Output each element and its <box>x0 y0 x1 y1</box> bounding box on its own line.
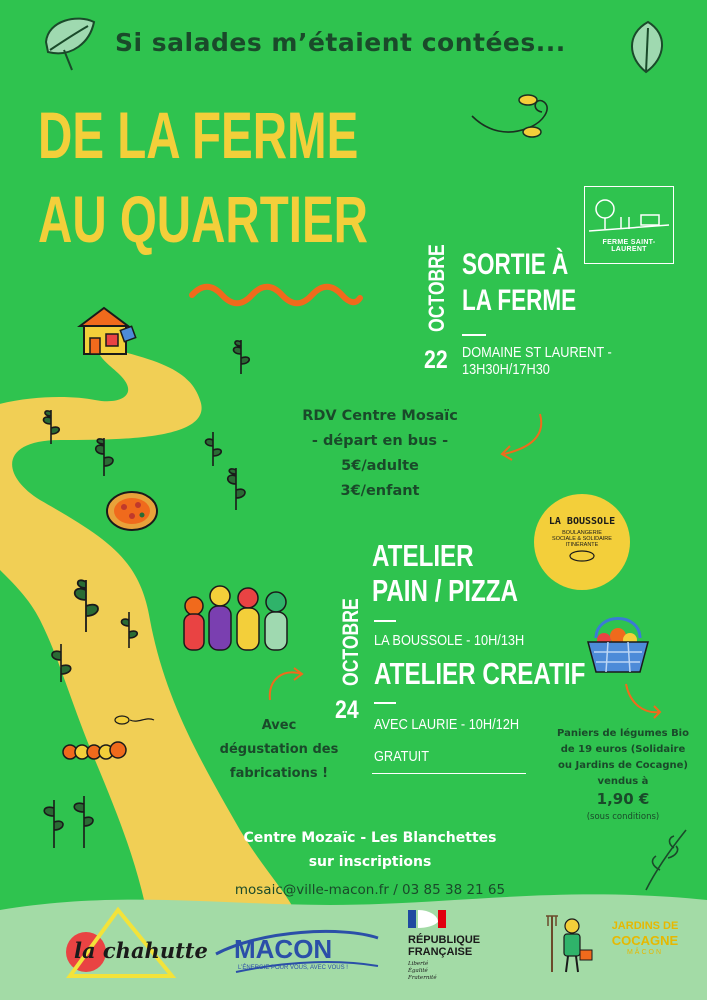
atelier2-price: GRATUIT <box>374 748 430 765</box>
event1-title-line-2: LA FERME <box>462 284 577 317</box>
cocagne-line-3: MÂCON <box>626 949 664 956</box>
macon-wordmark: MACON <box>234 934 333 964</box>
la-boussole-logo <box>534 494 630 590</box>
rdv-block <box>262 404 498 504</box>
title-line-1: DE LA FERME <box>38 98 359 172</box>
boussole-sub-2: SOCIALE & SOLIDAIRE <box>552 536 612 542</box>
rdv-price-adult: 5€/adulte <box>341 458 419 474</box>
rf-line-2: FRANÇAISE <box>408 946 473 958</box>
rf-line-1: RÉPUBLIQUE <box>408 934 481 946</box>
divider <box>374 620 396 622</box>
la-chahutte-logo <box>60 904 208 984</box>
event1-month: OCTOBRE <box>424 244 449 332</box>
basket-note <box>548 726 698 825</box>
macon-tagline: L’ÉNERGIE POUR VOUS, AVEC VOUS ! <box>238 965 348 971</box>
wooden-dolls-icon <box>176 582 296 654</box>
vegetable-basket-icon <box>584 608 652 678</box>
bee-icon <box>112 710 156 730</box>
jardins-de-cocagne-logo <box>544 912 694 992</box>
basket-line-2: de 19 euros (Solidaire <box>560 744 686 755</box>
event2-day: 24 <box>335 696 359 724</box>
contact-block <box>190 826 550 902</box>
contact-registration: sur inscriptions <box>308 854 432 870</box>
plant-icon <box>88 432 120 478</box>
plant-icon <box>36 404 66 446</box>
arrow-icon <box>262 660 312 704</box>
plant-icon <box>64 574 108 634</box>
atelier2-title: ATELIER CREATIF <box>374 656 586 691</box>
basket-line-1: Paniers de légumes Bio <box>557 728 689 739</box>
cocagne-text <box>602 920 688 958</box>
tasting-note <box>212 714 346 786</box>
rdv-price-child: 3€/enfant <box>340 483 420 499</box>
cocagne-line-2: COCAGNE <box>611 933 679 948</box>
plant-icon <box>220 462 252 512</box>
boussole-sub-3: ITINÉRANTE <box>565 542 599 548</box>
macon-logo <box>212 920 382 984</box>
gardener-icon <box>544 912 594 976</box>
rdv-line-1: RDV Centre Mosaïc <box>302 408 458 424</box>
plant-icon <box>226 334 256 376</box>
event1-time: 13H30H/17H30 <box>462 361 550 378</box>
contact-venue: Centre Mozaïc - Les Blanchettes <box>243 830 497 846</box>
event2-month: OCTOBRE <box>338 598 363 686</box>
house-icon <box>76 304 142 360</box>
basket-conditions: (sous conditions) <box>586 812 660 822</box>
rf-motto-2: Égalité <box>408 968 428 974</box>
atelier1-title-line-1: ATELIER <box>372 538 474 573</box>
divider <box>374 702 396 704</box>
basket-price: 1,90 € <box>596 790 650 808</box>
chahutte-wordmark: la chahutte <box>74 938 208 963</box>
basket-line-4: vendus à <box>597 776 649 787</box>
arrow-icon <box>620 680 666 720</box>
boussole-name: LA BOUSSOLE <box>548 516 616 527</box>
event1-day: 22 <box>424 346 448 374</box>
divider <box>462 334 486 336</box>
title-line-2: AU QUARTIER <box>38 182 368 256</box>
pizza-icon <box>104 488 160 534</box>
caterpillar-icon <box>62 736 128 766</box>
cocagne-line-1: JARDINS DE <box>611 920 679 932</box>
plant-icon <box>44 638 78 684</box>
event1-title-line-1: SORTIE À <box>462 248 569 281</box>
bread-icon <box>534 548 630 564</box>
divider <box>372 773 526 774</box>
rf-motto-1: Liberté <box>408 961 429 967</box>
atelier1-detail: LA BOUSSOLE - 10H/13H <box>374 632 525 649</box>
bee-icon <box>468 88 568 144</box>
plant-icon <box>36 790 106 850</box>
boussole-sub-1: BOULANGERIE <box>562 530 602 536</box>
rf-motto-3: Fraternité <box>408 975 437 981</box>
plant-icon <box>114 606 144 650</box>
tagline: Si salades m’étaient contées... <box>115 28 566 57</box>
leaf-icon <box>38 12 98 74</box>
orange-wave <box>188 282 364 308</box>
tasting-line-3: fabrications ! <box>229 766 329 781</box>
farm-illustration-icon <box>585 187 673 237</box>
republique-francaise-logo <box>408 908 518 988</box>
event1-location: DOMAINE ST LAURENT - <box>462 344 612 361</box>
rdv-line-2: - départ en bus - <box>311 433 449 449</box>
tasting-line-1: Avec <box>261 718 297 733</box>
contact-email-phone[interactable]: mosaic@ville-macon.fr / 03 85 38 21 65 <box>234 882 506 898</box>
atelier2-detail: AVEC LAURIE - 10H/12H <box>374 716 520 733</box>
marianne-icon <box>408 908 448 934</box>
leaf-icon <box>622 18 672 76</box>
atelier1-title-line-2: PAIN / PIZZA <box>372 573 518 608</box>
branch-icon <box>640 826 690 892</box>
ferme-saint-laurent-logo <box>584 186 674 264</box>
arrow-icon <box>490 408 550 464</box>
tasting-line-2: dégustation des <box>219 742 339 757</box>
ferme-logo-text: FERME SAINT-LAURENT <box>602 239 656 253</box>
basket-line-3: ou Jardins de Cocagne) <box>558 760 688 771</box>
